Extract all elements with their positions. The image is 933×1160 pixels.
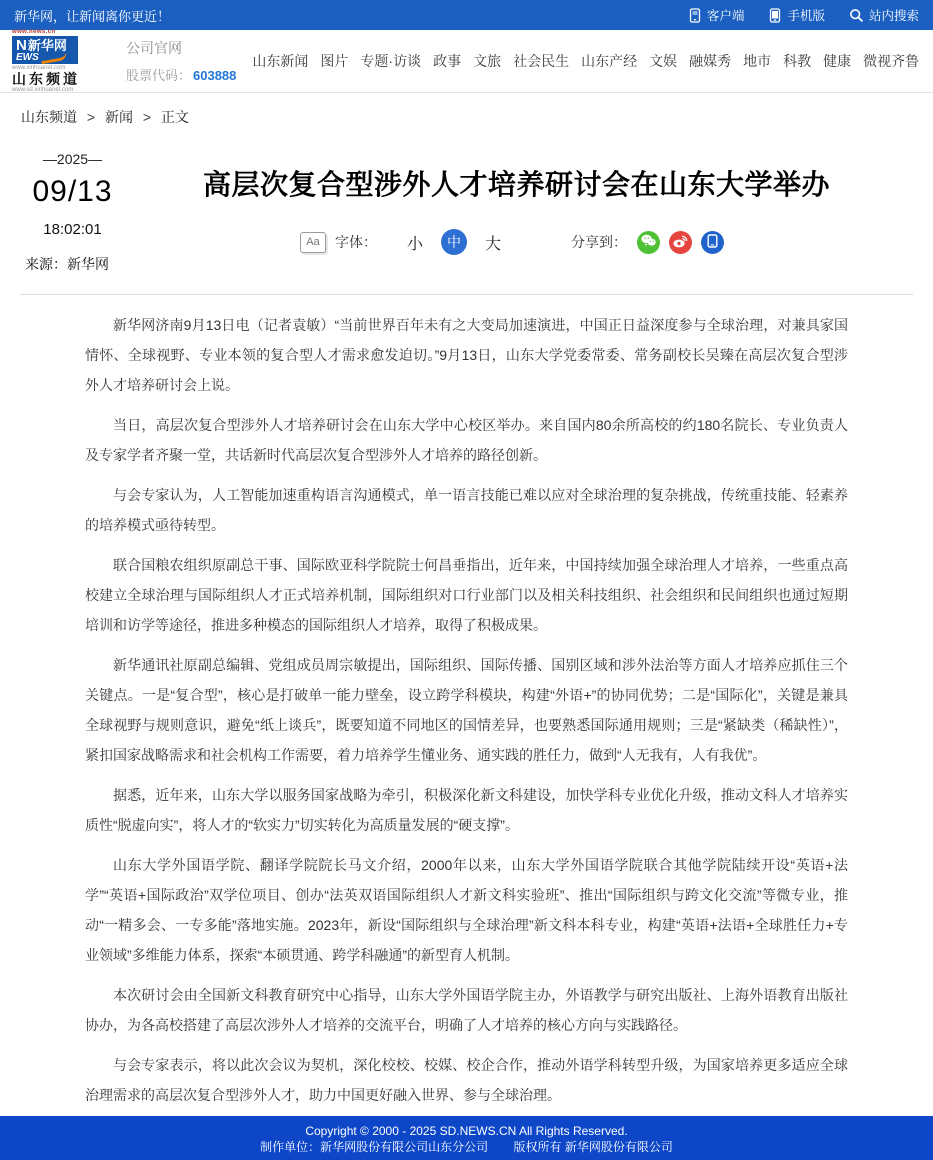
client-app-label: 客户端	[706, 9, 745, 23]
copyright-line: Copyright © 2000 - 2025 SD.NEWS.CN All Rights Reserved.	[305, 1124, 628, 1138]
article-paragraph: 联合国粮农组织原副总干事、国际欧亚科学院院士何昌垂指出，近年来，中国持续加强全球治理人才培养，一些重点高校建立全球治理与国际组织人才正式培养机制，国际组织对口行业部门以及相关科技组织、社会组织和民间组织也通过短期培训和访学等途径，推进多种模态的国际组织人才培养，取得了积极成果。	[85, 557, 848, 633]
article-body	[85, 295, 848, 1155]
company-info	[126, 38, 236, 84]
source-value: 新华网	[67, 256, 109, 272]
article-paragraph: 新华通讯社原副总编辑、党组成员周宗敏提出，国际组织、国际传播、国别区域和涉外法治等方面人才培养应抓住三个关键点。一是“复合型”，核心是打破单一能力壁垒，设立跨学科模块，构建“外语+”的协同优势；二是“国际化”，关键是兼具全球视野与规则意识，避免“纸上谈兵”，既要知道不同地区的国情差异，也要熟悉国际通用规则；三是“紧缺类（稀缺性）”，紧扣国家战略需求和社会机构工作需要，着力培养学生懂业务、通实践的胜任力，做到“人无我有，人有我优”。	[85, 657, 848, 763]
article-head-main	[120, 143, 913, 274]
producer-line	[0, 1139, 933, 1155]
article-paragraph: 据悉，近年来，山东大学以服务国家战略为牵引，积极深化新文科建设，加快学科专业优化升级，推动文科人才培养实质性“脱虚向实”，将人才的“软实力”切实转化为高质量发展的“硬支撑”。	[85, 787, 848, 833]
nav-item-video-qilu[interactable]: 微视齐鲁	[863, 53, 920, 69]
breadcrumb-separator: >	[86, 109, 96, 125]
article-date-block	[25, 143, 120, 274]
nav-item-entertainment[interactable]: 文娱	[649, 53, 678, 69]
article-paragraph: 当日，高层次复合型涉外人才培养研讨会在山东大学中心校区举办。来自国内80余所高校的约180名院长、专业负责人及专家学者齐聚一堂，共话新时代高层次复合型涉外人才培养的路径创新。	[85, 417, 848, 463]
stock-info	[126, 65, 236, 84]
mobile-version-label: 手机版	[787, 9, 825, 23]
logo-swoosh-icon	[40, 52, 67, 64]
topbar-links	[688, 6, 919, 24]
share-wechat-button[interactable]	[637, 231, 660, 254]
nav-item-cities[interactable]: 地市	[743, 53, 772, 69]
article-paragraph: 与会专家表示，将以此次会议为契机，深化校校、校媒、校企合作，推动外语学科转型升级，为国家培养更多适应全球治理需求的高层次复合型涉外人才，助力中国更好融入世界、参与全球治理。	[85, 1057, 848, 1103]
logo-url-bottom: www.sd.xinhuanet.com	[12, 87, 74, 93]
logo-brand-en: EWS	[16, 52, 39, 63]
rights-holder-text: 版权所有 新华网股份有限公司	[513, 1140, 673, 1154]
article-paragraph: 新华网济南9月13日电（记者袁敏）“当前世界百年未有之大变局加速演进，中国正日益深度参与全球治理，对兼具家国情怀、全球视野、专业本领的复合型人才需求愈发迫切。”9月13日，山东大学党委常委、常务副校长吴臻在高层次复合型涉外人才培养研讨会上说。	[85, 317, 848, 393]
logo-n-letter: N	[16, 37, 27, 54]
breadcrumb-channel[interactable]: 山东频道	[21, 109, 77, 125]
nav-item-shandong-news[interactable]: 山东新闻	[252, 53, 309, 69]
stock-label: 股票代码：	[126, 68, 192, 83]
search-icon	[849, 8, 864, 23]
main-nav	[252, 51, 919, 71]
article-year: —2025—	[42, 151, 103, 167]
topbar	[0, 0, 933, 30]
mobile-version-link[interactable]	[768, 6, 825, 24]
article-title: 高层次复合型涉外人才培养研讨会在山东大学举办	[202, 169, 830, 200]
article-source	[25, 254, 120, 274]
breadcrumb-current: 正文	[160, 109, 189, 125]
article-controls	[120, 229, 913, 255]
breadcrumb-news[interactable]: 新闻	[104, 109, 133, 125]
source-label: 来源：	[25, 256, 67, 272]
font-size-icon: Aa	[300, 232, 326, 253]
nav-item-pictures[interactable]: 图片	[320, 53, 349, 69]
client-app-link[interactable]	[688, 6, 745, 24]
font-small-button[interactable]: 小	[406, 235, 423, 253]
article-date: 09/13	[32, 175, 113, 208]
breadcrumb	[0, 93, 933, 137]
font-size-label: 字体：	[334, 234, 377, 250]
share-label: 分享到：	[571, 234, 628, 250]
font-medium-button[interactable]: 中	[441, 229, 467, 255]
nav-item-culture-tourism[interactable]: 文旅	[473, 53, 502, 69]
breadcrumb-separator: >	[142, 109, 152, 125]
page-footer	[0, 1116, 933, 1160]
site-header	[0, 30, 933, 93]
channel-name: 山东频道	[12, 71, 80, 87]
site-search-link[interactable]	[849, 6, 919, 24]
nav-item-science-education[interactable]: 科教	[783, 53, 812, 69]
xinhuanet-logo-badge	[12, 36, 78, 64]
logo-url-top: www.news.cn	[12, 29, 56, 35]
mobile-app-icon	[688, 8, 702, 23]
font-large-button[interactable]: 大	[485, 235, 502, 253]
nav-item-topics-interviews[interactable]: 专题·访谈	[360, 53, 422, 69]
nav-item-society[interactable]: 社会民生	[513, 53, 570, 69]
share-client-button[interactable]	[701, 231, 724, 254]
topbar-slogan: 新华网，让新闻离你更近！	[14, 8, 171, 24]
xinhuanet-logo[interactable]	[12, 29, 112, 93]
nav-item-health[interactable]: 健康	[823, 53, 852, 69]
nav-item-industry[interactable]: 山东产经	[581, 53, 638, 69]
stock-code[interactable]: 603888	[193, 68, 237, 83]
nav-item-media-show[interactable]: 融媒秀	[689, 53, 732, 69]
share-weibo-button[interactable]	[669, 231, 692, 254]
logo-url-mid: www.xinhuanet.com	[12, 65, 66, 71]
nav-item-politics[interactable]: 政事	[433, 53, 462, 69]
wechat-icon	[641, 234, 656, 250]
article-header	[0, 137, 933, 274]
producer-text: 制作单位：新华网股份有限公司山东分公司	[260, 1140, 489, 1154]
site-search-label: 站内搜索	[868, 9, 919, 23]
client-device-icon	[706, 234, 719, 251]
company-site-link[interactable]: 公司官网	[126, 40, 182, 56]
article-paragraph: 与会专家认为，人工智能加速重构语言沟通模式，单一语言技能已难以应对全球治理的复杂挑战，传统重技能、轻素养的培养模式亟待转型。	[85, 487, 848, 533]
weibo-icon	[673, 234, 688, 251]
article-paragraph: 本次研讨会由全国新文科教育研究中心指导，山东大学外国语学院主办，外语教学与研究出版社、上海外语教育出版社协办，为各高校搭建了高层次涉外人才培养的交流平台，明确了人才培养的核心方向与实践路径。	[85, 987, 848, 1033]
article-paragraph: 山东大学外国语学院、翻译学院院长马文介绍，2000年以来，山东大学外国语学院联合其他学院陆续开设“英语+法学”“英语+国际政治”双学位项目、创办“法英双语国际组织人才新文科实验班”、推出“国际组织与跨文化交流”等微专业，推动“一精多会、一专多能”落地实施。2023年，新设“国际组织与全球治理”新文科本科专业，构建“英语+法语+全球胜任力+专业领域”多维能力体系，探索“本硕贯通、跨学科融通”的新型育人机制。	[85, 857, 848, 963]
article-time: 18:02:01	[43, 221, 102, 238]
mobile-icon	[768, 8, 782, 23]
logo-brand-cn: 新华网	[27, 38, 67, 53]
